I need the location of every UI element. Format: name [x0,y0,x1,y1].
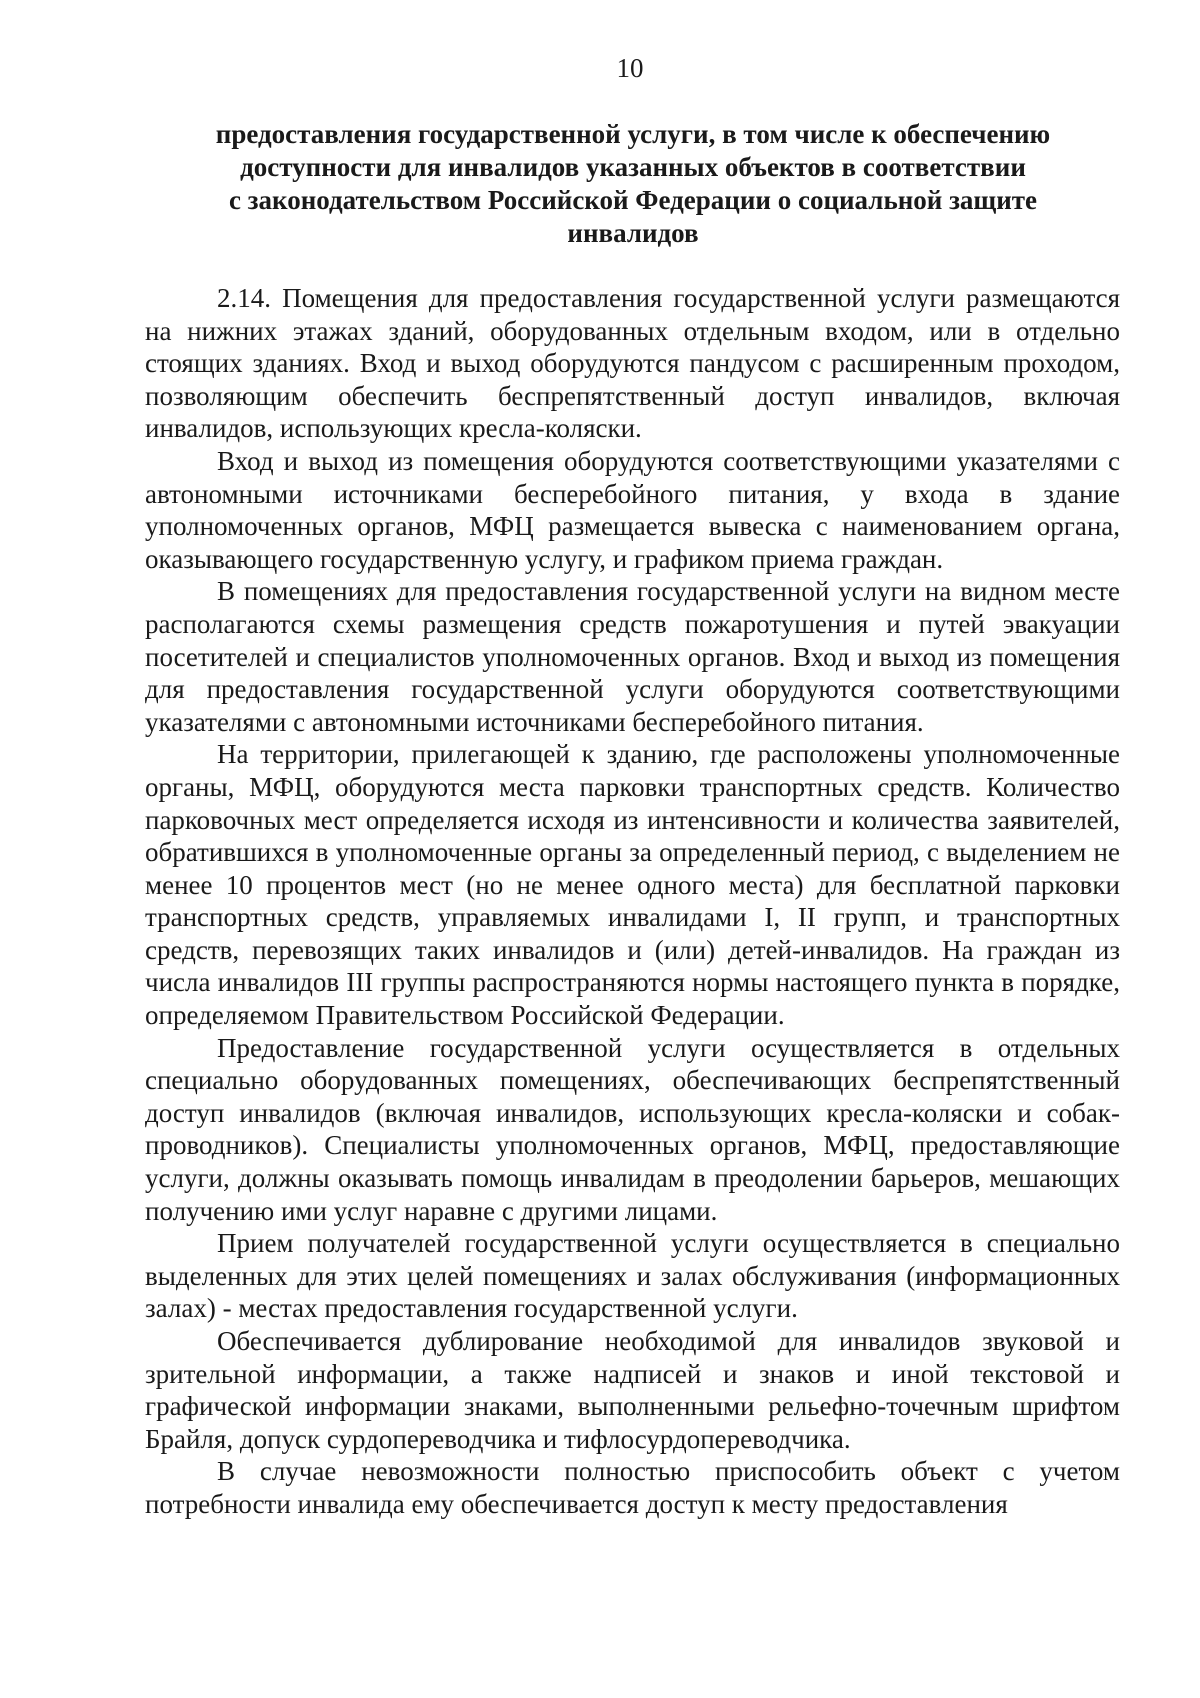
heading-line: предоставления государственной услуги, в том числе к обеспечению [215,119,1051,149]
heading-line: с законодательством Российской Федерации о социальной защите [228,185,1038,215]
paragraph-parking: На территории, прилегающей к зданию, где расположены уполномоченные органы, МФЦ, оборудуются места парковки транспортных средств. Количество парковочных мест определяется исходя из интенсивности и количества заявителей, обратившихся в уполномоченные органы за определенный период, с выделением не менее 10 процентов мест (но не менее одного места) для бесплатной парковки транспортных средств, управляемых инвалидами I, II групп, и транспортных средств, перевозящих таких инвалидов и (или) детей-инвалидов. На граждан из числа инвалидов III группы распространяются нормы настоящего пункта в порядке, определяемом Правительством Российской Федерации. [145,739,1120,1031]
paragraph-reception-halls: Прием получателей государственной услуги осуществляется в специально выделенных для этих целей помещениях и залах обслуживания (информационных залах) - местах предоставления государственной услуги. [145,1228,1120,1324]
paragraph-information-duplication: Обеспечивается дублирование необходимой для инвалидов звуковой и зрительной информации, а также надписей и знаков и иной текстовой и графической информации знаками, выполненными рельефно-точечным шрифтом Брайля, допуск сурдопереводчика и тифлосурдопереводчика. [145,1326,1120,1454]
section-heading [178,118,1088,250]
paragraph-2-14: 2.14. Помещения для предоставления государственной услуги размещаются на нижних этажах зданий, оборудованных отдельным входом, или в отдельно стоящих зданиях. Вход и выход оборудуются пандусом с расширенным проходом, позволяющим обеспечить беспрепятственный доступ инвалидов, включая инвалидов, использующих кресла-коляски. [145,283,1120,444]
paragraph-evacuation-schemes: В помещениях для предоставления государственной услуги на видном месте располагаются схемы размещения средств пожаротушения и путей эвакуации посетителей и специалистов уполномоченных органов. Вход и выход из помещения для предоставления государственной услуги оборудуются соответствующими указателями с автономными источниками бесперебойного питания. [145,576,1120,737]
page-number: 10 [616,53,644,83]
paragraph-access-impossibility: В случае невозможности полностью приспособить объект с учетом потребности инвалида ему обеспечивается доступ к месту предоставления [145,1456,1120,1519]
heading-line: доступности для инвалидов указанных объектов в соответствии [240,152,1026,182]
heading-line: инвалидов [567,218,699,248]
paragraph-entrance-signs: Вход и выход из помещения оборудуются соответствующими указателями с автономными источниками бесперебойного питания, у входа в здание уполномоченных органов, МФЦ размещается вывеска с наименованием органа, оказывающего государственную услугу, и графиком приема граждан. [145,445,1120,574]
paragraph-accessible-premises: Предоставление государственной услуги осуществляется в отдельных специально оборудованных помещениях, обеспечивающих беспрепятственный доступ инвалидов (включая инвалидов, использующих кресла-коляски и собак-проводников). Специалисты уполномоченных органов, МФЦ, предоставляющие услуги, должны оказывать помощь инвалидам в преодолении барьеров, мешающих получению ими услуг наравне с другими лицами. [145,1032,1120,1226]
body-text [145,282,1120,1521]
